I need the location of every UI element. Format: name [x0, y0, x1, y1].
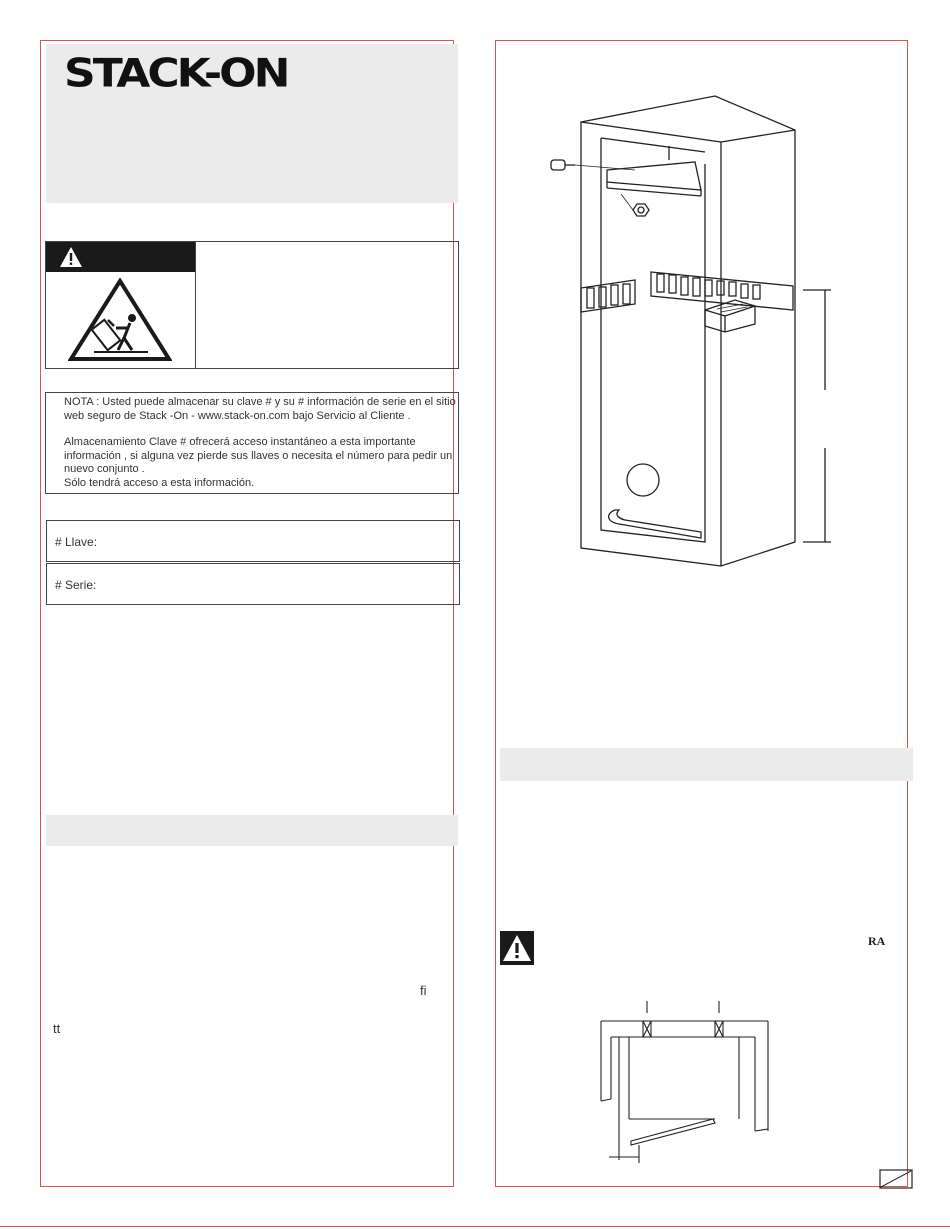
warning-box	[45, 241, 459, 369]
key-number-label: # Llave:	[55, 535, 98, 549]
serial-underline	[46, 604, 156, 605]
warning-header	[46, 242, 195, 272]
note-box	[45, 392, 459, 494]
ligature-fragment: ﬁ	[420, 983, 427, 998]
note-paragraph-3: Sólo tendrá acceso a esta información.	[64, 476, 255, 489]
serial-number-label: # Serie:	[55, 578, 97, 592]
warning-icon	[500, 931, 534, 965]
warning-icon	[59, 246, 83, 268]
left-section-panel	[46, 815, 458, 846]
brand-logo: STACK-ON	[64, 50, 288, 97]
left-column-frame	[40, 40, 454, 1187]
note-paragraph-2: Almacenamiento Clave # ofrecerá acceso instantáneo a esta importante información , si alguna vez pierde sus llaves o necesita el número para pedir un nuevo conjunto .	[64, 436, 453, 475]
warning-divider	[195, 242, 196, 368]
right-section-panel	[500, 748, 913, 781]
shelf-section-diagram	[595, 995, 785, 1165]
corner-mark	[879, 1169, 913, 1189]
heading-fragment: RA	[868, 934, 886, 948]
note-paragraph-1: NOTA : Usted puede almacenar su clave # y su # información de serie en el sitio web seguro de Stack -On - www.stack-on.com bajo Servicio al Cliente .	[64, 396, 456, 422]
tip-over-hazard-icon	[68, 278, 172, 362]
key-number-field	[46, 520, 460, 562]
page-bottom-rule	[0, 1226, 950, 1227]
tt-fragment: tt	[53, 1021, 61, 1036]
safe-interior-diagram	[545, 90, 845, 570]
serial-number-field	[46, 563, 460, 605]
